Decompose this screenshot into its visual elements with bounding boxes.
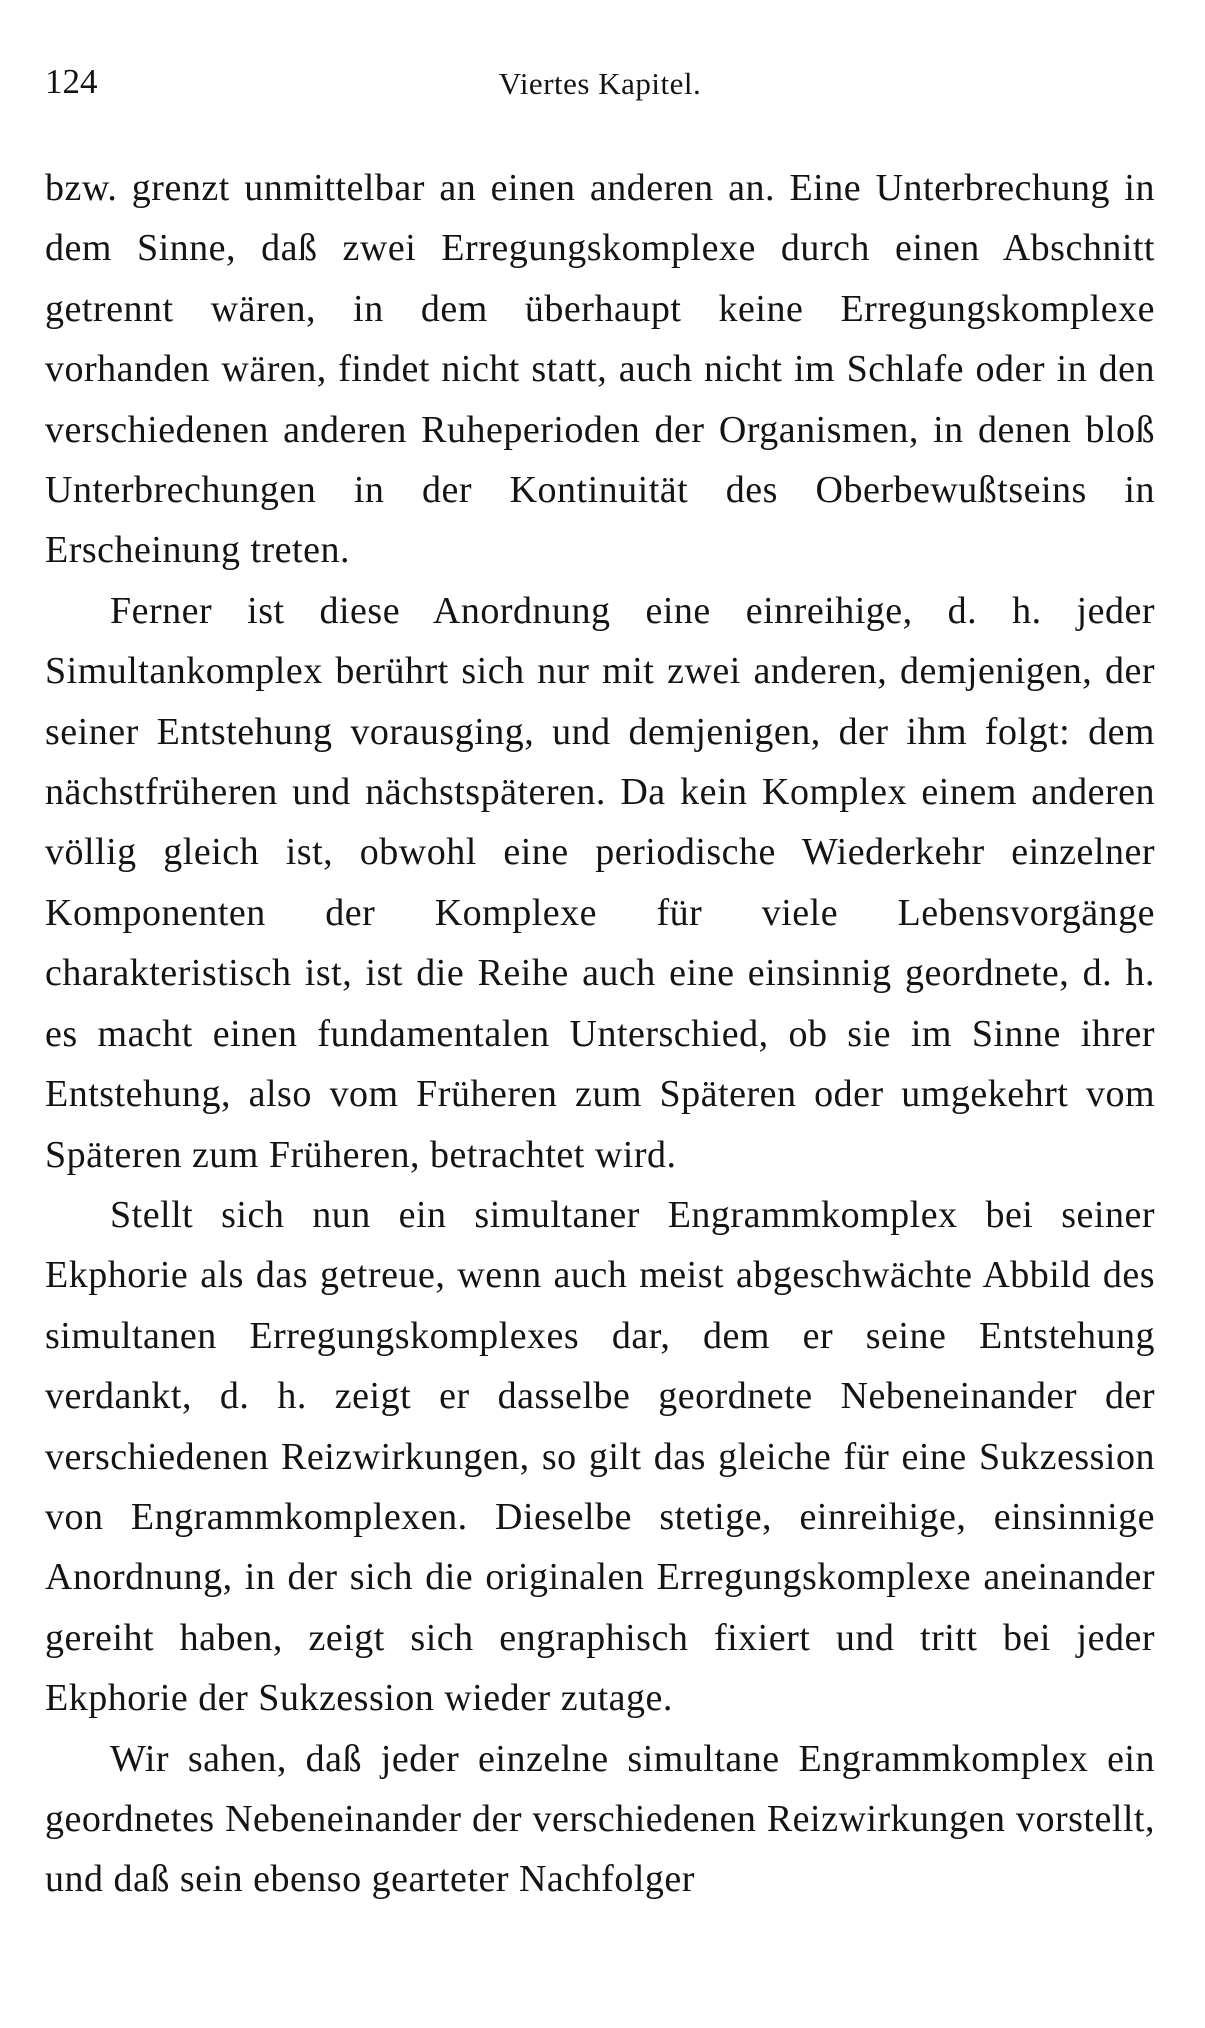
body-text <box>45 158 1155 1910</box>
paragraph-continued: bzw. grenzt unmittelbar an einen anderen an. Eine Unterbrechung in dem Sinne, daß zwei Erregungskomplexe durch einen Abschnitt getrennt wären, in dem überhaupt keine Erregungskomplexe vorhanden wären, findet nicht statt, auch nicht im Schlafe oder in den verschiedenen anderen Ruheperioden der Organismen, in denen bloß Unterbrechungen in der Kontinuität des Oberbewußtseins in Erscheinung treten. <box>45 167 1155 572</box>
running-head: Viertes Kapitel. <box>498 66 702 101</box>
paragraph: Wir sahen, daß jeder einzelne simultane Engrammkomplex ein geordnetes Nebeneinander der verschiedenen Reizwirkungen vorstellt, und daß sein ebenso gearteter Nachfolger <box>45 1737 1155 1901</box>
paragraph: Ferner ist diese Anordnung eine einreihige, d. h. jeder Simultankomplex berührt sich nur mit zwei anderen, demjenigen, der seiner Entstehung vorausging, und demjenigen, der ihm folgt: dem nächstfrüheren und nächstspäteren. Da kein Komplex einem anderen völlig gleich ist, obwohl eine periodische Wiederkehr einzelner Komponenten der Komplexe für viele Lebensvorgänge charakteristisch ist, ist die Reihe auch eine einsinnig geordnete, d. h. es macht einen fundamentalen Unterschied, ob sie im Sinne ihrer Entstehung, also vom Früheren zum Späteren oder umgekehrt vom Späteren zum Früheren, betrachtet wird. <box>45 589 1155 1176</box>
paragraph: Stellt sich nun ein simultaner Engrammkomplex bei seiner Ekphorie als das getreue, wenn auch meist abgeschwächte Abbild des simultanen Erregungskomplexes dar, dem er seine Entstehung verdankt, d. h. zeigt er dasselbe geordnete Nebeneinander der verschiedenen Reizwirkungen, so gilt das gleiche für eine Sukzession von Engrammkomplexen. Dieselbe stetige, einreihige, einsinnige Anordnung, in der sich die originalen Erregungskomplexe aneinander gereiht haben, zeigt sich engraphisch fixiert und tritt bei jeder Ekphorie der Sukzession wieder zutage. <box>45 1193 1155 1720</box>
page-header <box>45 62 1155 112</box>
page-number: 124 <box>45 62 98 101</box>
